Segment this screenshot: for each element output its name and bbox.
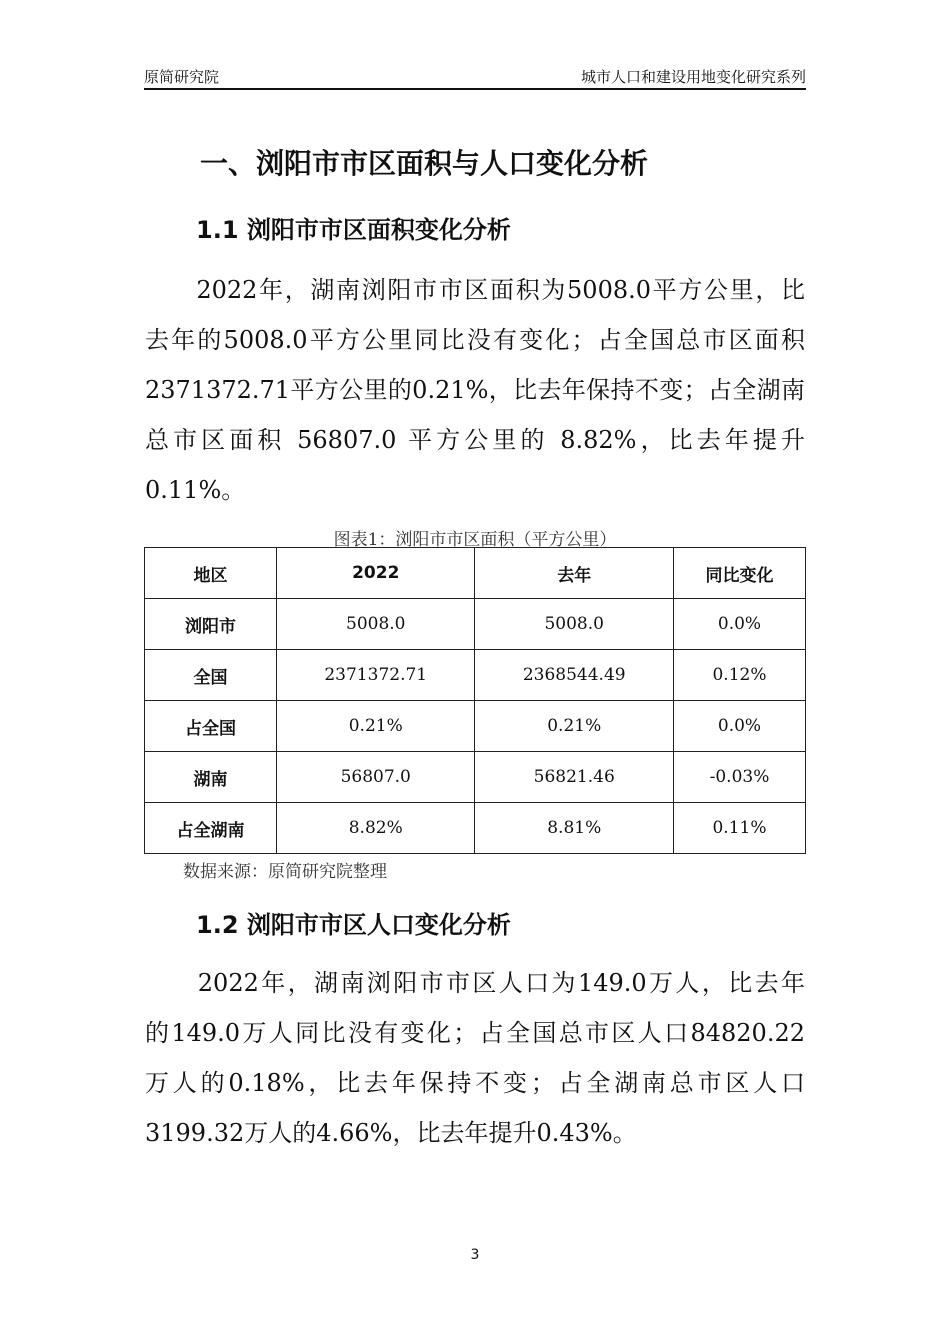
paragraph-line: 总市区面积 56807.0 平方公里的 8.82%，比去年提升 bbox=[145, 426, 805, 454]
row-label: 全国 bbox=[145, 650, 277, 701]
cell: 8.82% bbox=[277, 803, 475, 854]
column-header: 同比变化 bbox=[673, 548, 805, 599]
row-label: 浏阳市 bbox=[145, 599, 277, 650]
table-caption: 图表1：浏阳市市区面积（平方公里） bbox=[333, 530, 617, 550]
population-paragraph bbox=[145, 958, 805, 1158]
cell: 0.0% bbox=[673, 599, 805, 650]
page-header bbox=[144, 66, 806, 88]
paragraph-line: 万人的0.18%，比去年保持不变；占全湖南总市区人口 bbox=[145, 1069, 805, 1097]
cell: 2371372.71 bbox=[277, 650, 475, 701]
subsection-title-area: 1.1 浏阳市市区面积变化分析 bbox=[196, 216, 511, 244]
paragraph-line: 去年的5008.0平方公里同比没有变化；占全国总市区面积 bbox=[145, 326, 805, 354]
paragraph-line: 2022年，湖南浏阳市市区面积为5008.0平方公里，比 bbox=[145, 276, 805, 304]
cell: 0.11% bbox=[673, 803, 805, 854]
paragraph-line: 0.11%。 bbox=[145, 476, 246, 504]
cell: 0.0% bbox=[673, 701, 805, 752]
table-row bbox=[145, 701, 806, 752]
row-label: 占全国 bbox=[145, 701, 277, 752]
header-org: 原简研究院 bbox=[144, 68, 220, 86]
table-row bbox=[145, 650, 806, 701]
paragraph-line: 2371372.71平方公里的0.21%，比去年保持不变；占全湖南 bbox=[145, 376, 805, 404]
cell: -0.03% bbox=[673, 752, 805, 803]
header-divider bbox=[144, 88, 806, 90]
table-row bbox=[145, 803, 806, 854]
table-header-row bbox=[145, 548, 806, 599]
cell: 0.12% bbox=[673, 650, 805, 701]
column-header: 2022 bbox=[277, 548, 475, 599]
column-header: 去年 bbox=[475, 548, 673, 599]
subsection-title-population: 1.2 浏阳市市区人口变化分析 bbox=[196, 911, 511, 939]
area-table bbox=[144, 547, 806, 854]
area-paragraph bbox=[145, 265, 805, 515]
cell: 5008.0 bbox=[277, 599, 475, 650]
cell: 0.21% bbox=[475, 701, 673, 752]
column-header: 地区 bbox=[145, 548, 277, 599]
cell: 8.81% bbox=[475, 803, 673, 854]
paragraph-line: 2022年，湖南浏阳市市区人口为149.0万人，比去年 bbox=[145, 969, 805, 997]
cell: 2368544.49 bbox=[475, 650, 673, 701]
section-title: 一、浏阳市市区面积与人口变化分析 bbox=[200, 147, 649, 180]
table-row bbox=[145, 599, 806, 650]
row-label: 占全湖南 bbox=[145, 803, 277, 854]
row-label: 湖南 bbox=[145, 752, 277, 803]
table-row bbox=[145, 752, 806, 803]
page-number: 3 bbox=[470, 1247, 480, 1263]
cell: 56821.46 bbox=[475, 752, 673, 803]
table-source: 数据来源：原简研究院整理 bbox=[183, 862, 387, 882]
cell: 56807.0 bbox=[277, 752, 475, 803]
cell: 0.21% bbox=[277, 701, 475, 752]
paragraph-line: 3199.32万人的4.66%，比去年提升0.43%。 bbox=[145, 1119, 637, 1147]
header-series: 城市人口和建设用地变化研究系列 bbox=[580, 68, 806, 86]
cell: 5008.0 bbox=[475, 599, 673, 650]
paragraph-line: 的149.0万人同比没有变化；占全国总市区人口84820.22 bbox=[145, 1019, 805, 1047]
